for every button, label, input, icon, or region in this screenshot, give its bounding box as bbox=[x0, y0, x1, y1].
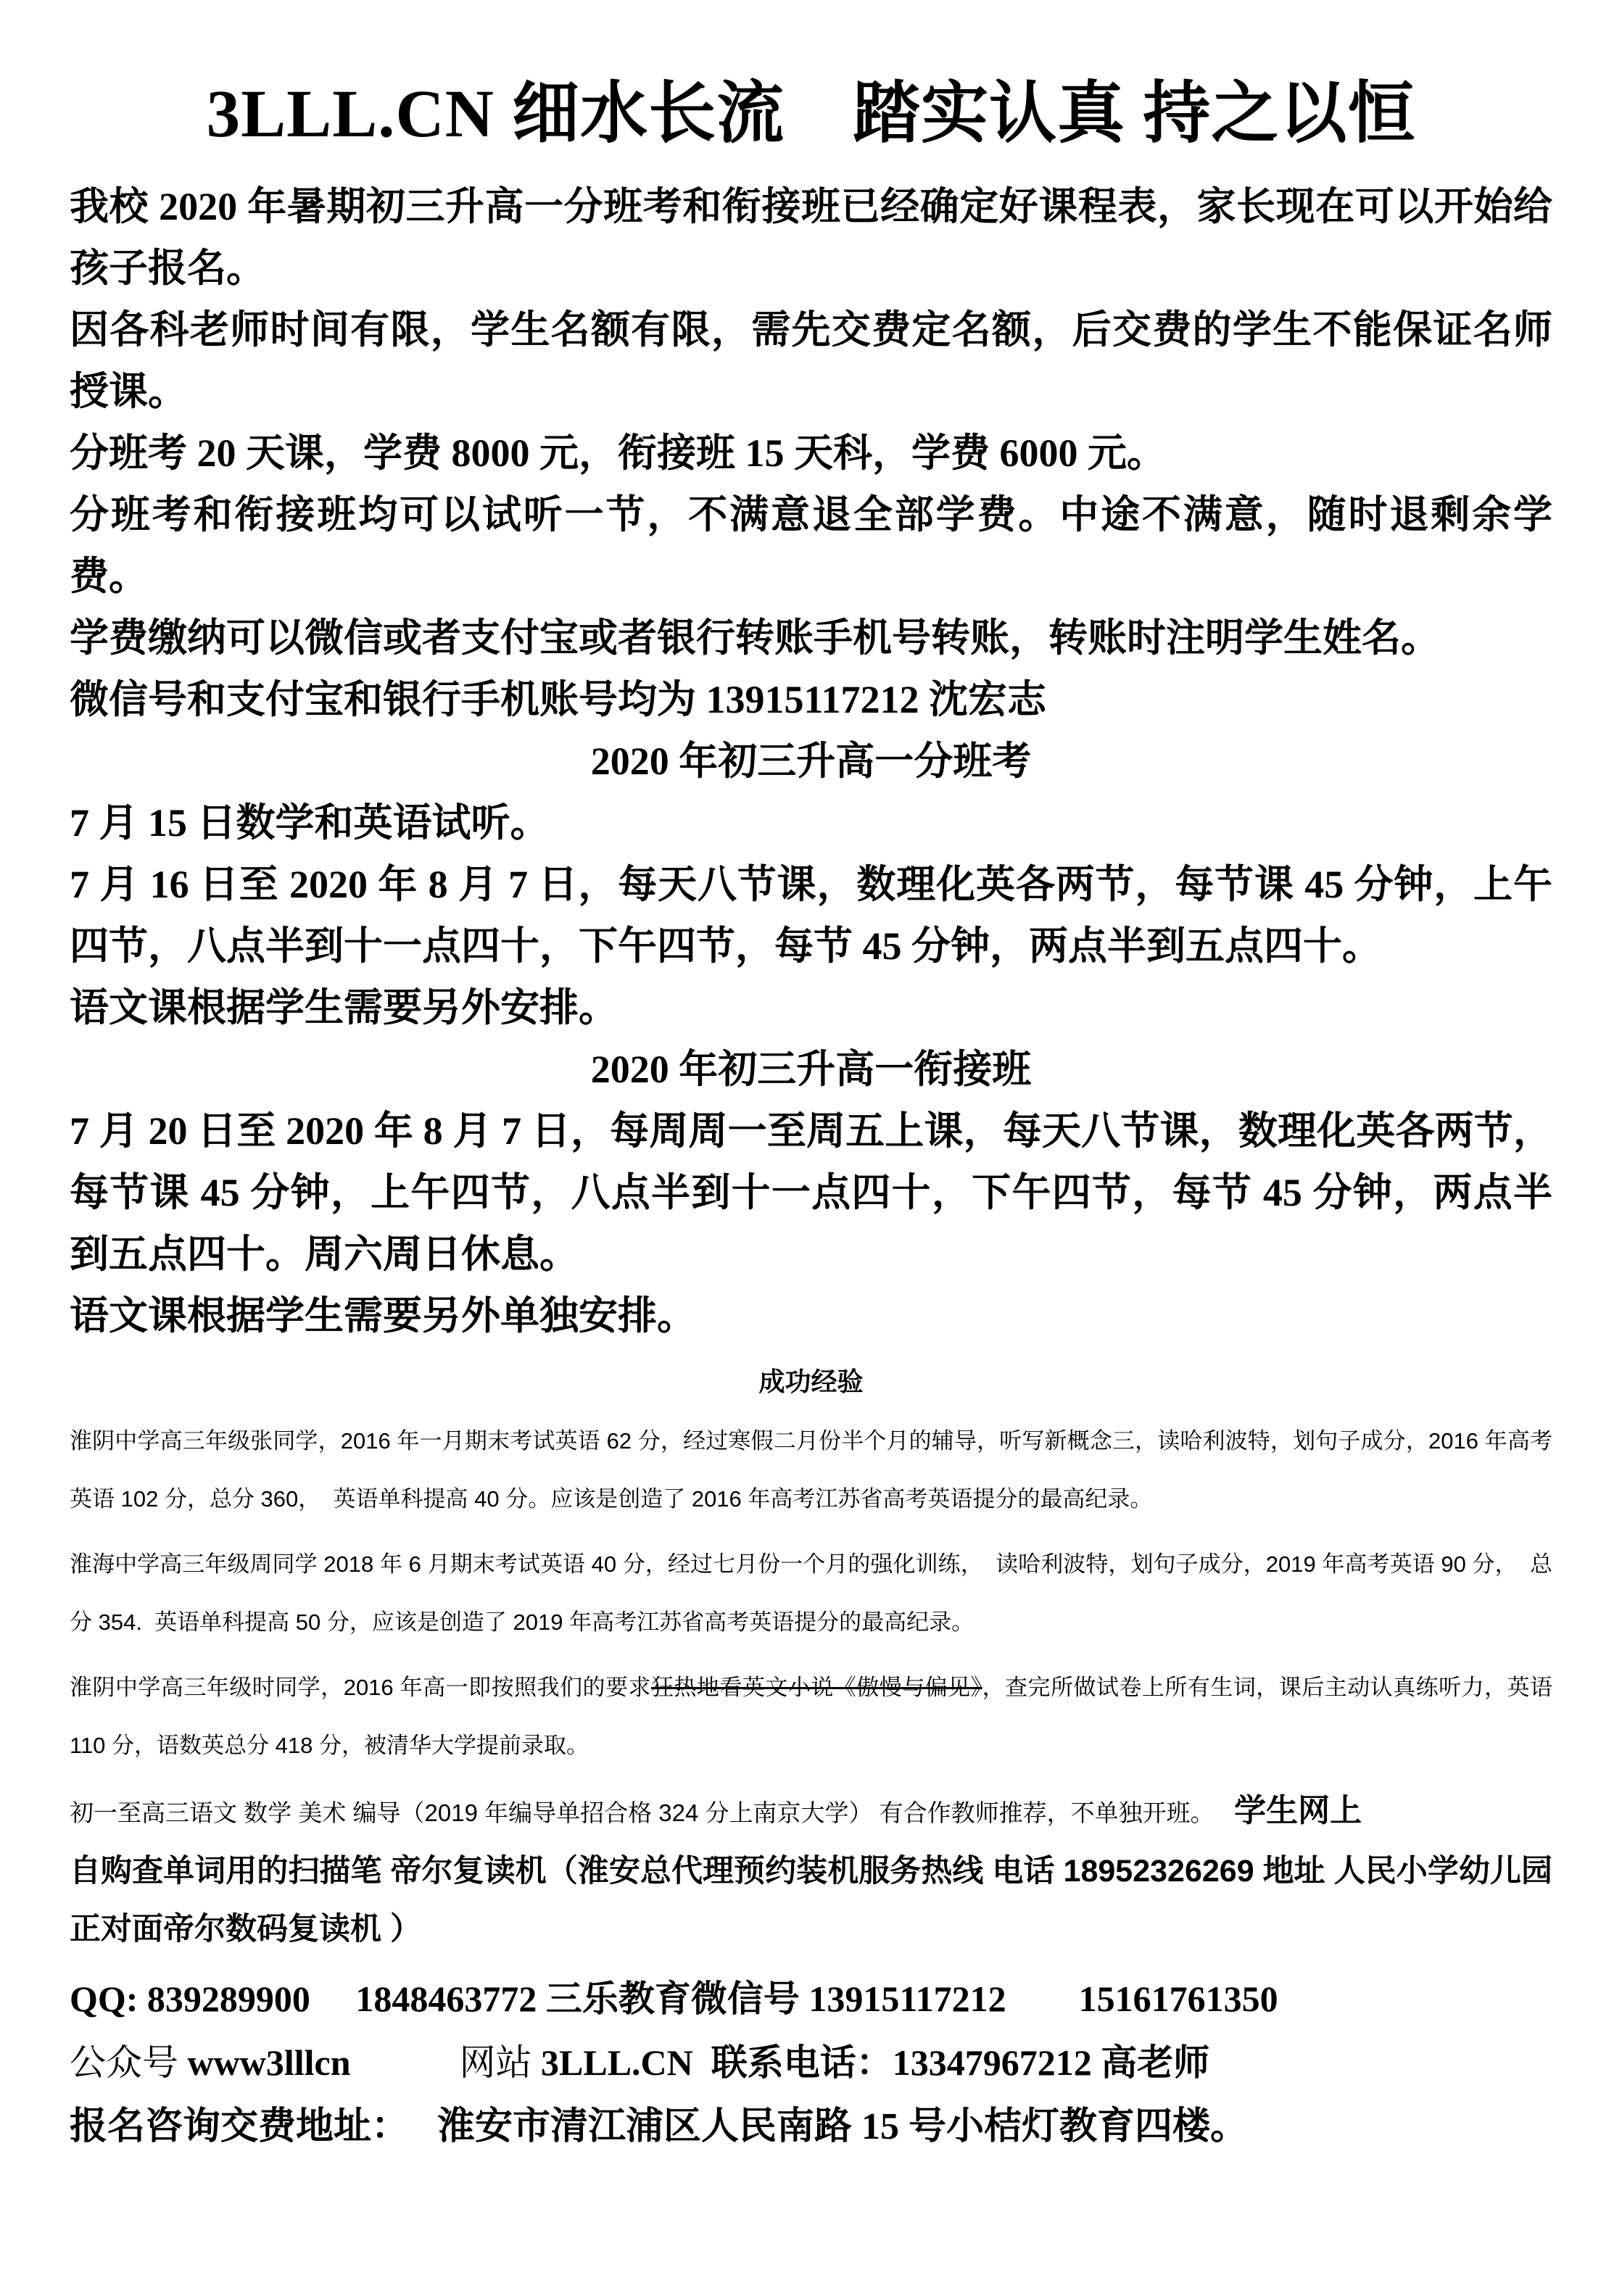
success-case-3-strikethrough: 狂热地看英文小说《傲慢与偏见》 bbox=[650, 1674, 982, 1700]
registration-address-line: 报名咨询交费地址： 淮安市清江浦区人民南路 15 号小桔灯教育四楼。 bbox=[70, 2105, 1249, 2147]
public-account-value: www3lllcn bbox=[187, 2042, 351, 2083]
success-heading: 成功经验 bbox=[758, 1366, 864, 1396]
qq-wechat-line: QQ: 839289900 1848463772 三乐教育微信号 13915117212 15161761350 bbox=[70, 1978, 1278, 2019]
courses-text: 初一至高三语文 数学 美术 编导（2019 年编导单招合格 324 分上南京大学） 有合作教师推荐，不单独开班。 bbox=[70, 1799, 1203, 1826]
section-heading-bridge-class: 2020 年初三升高一衔接班 bbox=[590, 1047, 1032, 1091]
contact-phone: 联系电话：13347967212 高老师 bbox=[692, 2042, 1210, 2083]
website-label: 网站 bbox=[350, 2042, 541, 2083]
placement-exam-paragraph-3: 语文课根据学生需要另外安排。 bbox=[70, 985, 618, 1029]
intro-paragraph-2: 因各科老师时间有限，学生名额有限，需先交费定名额，后交费的学生不能保证名师授课。 bbox=[70, 307, 1552, 413]
public-account-line bbox=[70, 2031, 1552, 2094]
intro-paragraph-1: 我校 2020 年暑期初三升高一分班考和衔接班已经确定好课程表，家长现在可以开始给孩子报名。 bbox=[70, 184, 1552, 290]
scanner-pen-line: 自购查单词用的扫描笔 帝尔复读机（淮安总代理预约装机服务热线 电话 18952326269 地址 人民小学幼儿园正对面帝尔数码复读机 ） bbox=[70, 1853, 1552, 1947]
courses-bold-tail: 学生网上 bbox=[1202, 1792, 1362, 1828]
success-case-1: 淮阴中学高三年级张同学，2016 年一月期末考试英语 62 分，经过寒假二月份半个月的辅导，听写新概念三，读哈利波特，划句子成分，2016 年高考英语 102 分，总分 360， 英语单科提高 40 分。应该是创造了 2016 年高考江苏省高考英语提分的最高纪录。 bbox=[70, 1427, 1552, 1512]
placement-exam-paragraph-1: 7 月 15 日数学和英语试听。 bbox=[70, 800, 550, 845]
bridge-class-paragraph-2: 语文课根据学生需要另外单独安排。 bbox=[70, 1293, 696, 1338]
success-case-3 bbox=[70, 1659, 1559, 1775]
intro-paragraph-5: 学费缴纳可以微信或者支付宝或者银行转账手机号转账，转账时注明学生姓名。 bbox=[70, 616, 1440, 660]
intro-paragraph-6: 微信号和支付宝和银行手机账号均为 13915117212 沈宏志 bbox=[70, 677, 1047, 721]
website-value: 3LLL.CN bbox=[541, 2042, 693, 2083]
intro-paragraph-3: 分班考 20 天课，学费 8000 元，衔接班 15 天科，学费 6000 元。 bbox=[70, 431, 1166, 475]
section-heading-placement-exam: 2020 年初三升高一分班考 bbox=[590, 739, 1032, 783]
placement-exam-paragraph-2: 7 月 16 日至 2020 年 8 月 7 日，每天八节课，数理化英各两节，每节课 45 分钟，上午四节，八点半到十一点四十，下午四节，每节 45 分钟，两点半到五点四十。 bbox=[70, 862, 1552, 968]
courses-line bbox=[70, 1782, 1552, 1842]
bridge-class-paragraph-1: 7 月 20 日至 2020 年 8 月 7 日，每周周一至周五上课，每天八节课，数理化英各两节，每节课 45 分钟，上午四节，八点半到十一点四十，下午四节，每节 45 分钟，两点半到五点四十。周六周日休息。 bbox=[70, 1108, 1552, 1276]
success-case-3-before: 淮阴中学高三年级时同学，2016 年高一即按照我们的要求 bbox=[70, 1674, 651, 1700]
public-account-label: 公众号 bbox=[70, 2042, 188, 2083]
intro-paragraph-4: 分班考和衔接班均可以试听一节，不满意退全部学费。中途不满意，随时退剩余学费。 bbox=[70, 492, 1552, 598]
success-case-2: 淮海中学高三年级周同学 2018 年 6 月期末考试英语 40 分，经过七月份一个月的强化训练， 读哈利波特，划句子成分，2019 年高考英语 90 分， 总分 354. 英语单科提高 50 分，应该是创造了 2019 年高考江苏省高考英语提分的最高纪录。 bbox=[70, 1551, 1552, 1635]
page-title: 3LLL.CN 细水长流 踏实认真 持之以恒 bbox=[206, 77, 1416, 152]
success-case-3-after: ，查完所做试卷上所有生词，课后主动认真练听力，英语 110 分，语数英总分 418 分，被清华大学提前录取。 bbox=[70, 1674, 1559, 1758]
